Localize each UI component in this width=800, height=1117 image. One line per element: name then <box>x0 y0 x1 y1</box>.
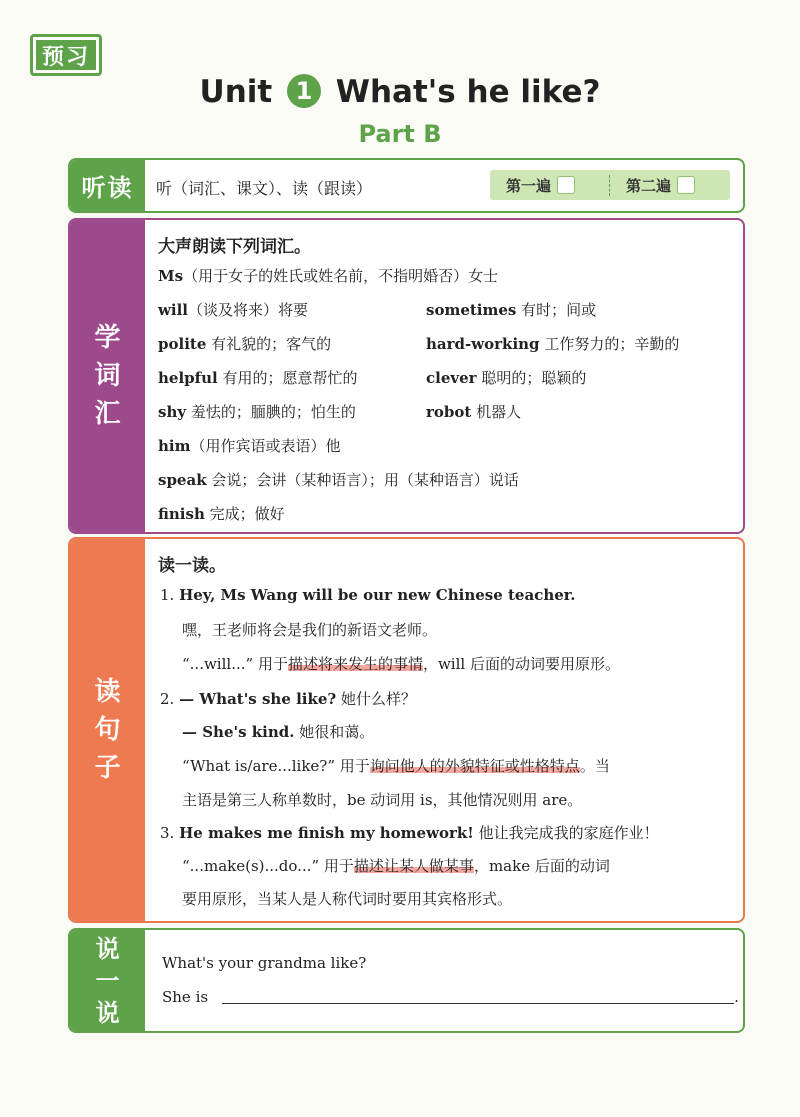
vocab-word: sometimes <box>426 301 517 319</box>
sentence-1 <box>160 586 576 604</box>
sentence-1-translation: 嘿，王老师将会是我们的新语文老师。 <box>182 621 438 639</box>
sentence-english: — She's kind. <box>182 723 295 741</box>
vocab-word: helpful <box>158 369 218 387</box>
page-title <box>0 74 800 110</box>
sentences-label <box>70 539 145 921</box>
vocab-entry <box>426 299 596 320</box>
vocab-word: polite <box>158 335 207 353</box>
vocab-label-char: 学 <box>94 323 121 353</box>
speak-label-char: 一 <box>95 966 120 995</box>
vocab-entry <box>158 265 498 286</box>
speak-label <box>70 930 145 1031</box>
sentence-3-note <box>182 855 610 876</box>
note-highlight: 询问他人的外貌特征或性格特点 <box>369 757 580 775</box>
vocab-entry <box>158 435 341 456</box>
vocab-meaning: 羞怯的；腼腆的；怕生的 <box>190 403 356 421</box>
second-pass[interactable] <box>610 175 730 196</box>
answer-period: . <box>734 988 739 1006</box>
listen-instruction: 听（词汇、课文）、读（跟读） <box>156 179 373 198</box>
note-text: ，will 后面的动词要用原形。 <box>422 655 620 673</box>
listen-section <box>68 158 745 213</box>
vocab-meaning: 聪明的；聪颖的 <box>481 369 587 387</box>
sentence-translation: 她很和蔼。 <box>299 723 375 741</box>
vocab-word: clever <box>426 369 477 387</box>
vocab-meaning: （用作宾语或表语）他 <box>190 437 341 455</box>
title-text: What's he like? <box>335 74 601 110</box>
second-pass-checkbox[interactable] <box>677 176 695 194</box>
vocab-label-char: 汇 <box>94 399 121 429</box>
note-text: ，make 后面的动词 <box>473 857 610 875</box>
note-text: “...make(s)...do...” 用于 <box>182 857 354 875</box>
vocab-word: speak <box>158 471 207 489</box>
sentence-english: Hey, Ms Wang will be our new Chinese teacher. <box>179 586 576 604</box>
listen-label: 听读 <box>70 160 145 211</box>
note-text: “What is/are...like?” 用于 <box>182 757 370 775</box>
vocab-label <box>70 220 145 532</box>
sentence-translation: 她什么样？ <box>341 690 417 708</box>
vocab-meaning: 机器人 <box>476 403 522 421</box>
sentence-number: 1. <box>160 586 175 604</box>
vocab-entry <box>426 333 679 354</box>
sentence-3 <box>160 822 659 843</box>
vocab-meaning: （谈及将来）将要 <box>188 301 309 319</box>
note-text: “...will...” 用于 <box>182 655 288 673</box>
answer-blank[interactable] <box>222 989 734 1004</box>
note-text: 。当 <box>579 757 610 775</box>
sentence-2-answer <box>182 721 374 742</box>
vocab-label-char: 词 <box>94 361 121 391</box>
vocab-entry <box>426 367 586 388</box>
second-pass-label: 第二遍 <box>626 176 672 195</box>
vocab-meaning: 会说；会讲（某种语言）；用（某种语言）说话 <box>211 471 519 489</box>
first-pass-checkbox[interactable] <box>557 176 575 194</box>
vocab-entry <box>158 333 331 354</box>
speak-label-char: 说 <box>95 934 120 963</box>
pass-tracker <box>490 170 730 200</box>
vocab-entry <box>426 401 521 422</box>
vocab-meaning: 工作努力的；辛勤的 <box>544 335 680 353</box>
sentences-heading: 读一读。 <box>158 556 226 576</box>
vocab-word: him <box>158 437 191 455</box>
sentence-2-note <box>182 755 610 776</box>
vocab-meaning: （用于女子的姓氏或姓名前，不指明婚否）女士 <box>183 267 499 285</box>
sentence-number: 3. <box>160 824 175 842</box>
sentences-label-char: 读 <box>94 677 121 707</box>
vocab-meaning: 有礼貌的；客气的 <box>211 335 332 353</box>
speak-section <box>68 928 745 1033</box>
speak-answer <box>162 988 739 1006</box>
vocab-word: finish <box>158 505 205 523</box>
sentences-label-char: 子 <box>94 753 121 783</box>
sentences-section <box>68 537 745 923</box>
note-highlight: 描述让某人做某事 <box>353 857 474 875</box>
vocab-word: hard-working <box>426 335 540 353</box>
vocab-entry <box>158 503 285 524</box>
vocab-word: Ms <box>158 267 184 285</box>
vocab-word: will <box>158 301 189 319</box>
sentence-english: — What's she like? <box>179 690 337 708</box>
note-highlight: 描述将来发生的事情 <box>287 655 423 673</box>
first-pass-label: 第一遍 <box>506 176 552 195</box>
vocab-entry <box>158 299 308 320</box>
answer-prefix: She is <box>162 988 209 1006</box>
sentence-english: He makes me finish my homework! <box>179 824 474 842</box>
sentence-3-note-line2: 要用原形，当某人是人称代词时要用其宾格形式。 <box>182 890 513 908</box>
vocab-entry <box>158 367 358 388</box>
speak-label-char: 说 <box>95 998 120 1027</box>
sentence-1-note <box>182 653 620 674</box>
vocab-entry <box>158 469 519 490</box>
vocab-word: shy <box>158 403 187 421</box>
sentence-translation: 他让我完成我的家庭作业！ <box>478 824 659 842</box>
sentence-2-question <box>160 688 416 709</box>
unit-number-badge: 1 <box>287 74 321 108</box>
vocab-meaning: 完成；做好 <box>209 505 285 523</box>
first-pass[interactable] <box>490 175 610 196</box>
preview-badge-label: 预习 <box>36 40 96 70</box>
vocab-meaning: 有时；间或 <box>521 301 597 319</box>
speak-question: What's your grandma like? <box>162 954 367 972</box>
sentence-number: 2. <box>160 690 175 708</box>
title-unit: Unit <box>199 74 273 110</box>
vocab-meaning: 有用的；愿意帮忙的 <box>222 369 358 387</box>
sentence-2-note-line2: 主语是第三人称单数时，be 动词用 is，其他情况则用 are。 <box>182 791 583 809</box>
vocab-word: robot <box>426 403 472 421</box>
vocab-heading: 大声朗读下列词汇。 <box>158 237 311 257</box>
vocab-section <box>68 218 745 534</box>
sentences-label-char: 句 <box>94 715 121 745</box>
part-subtitle: Part B <box>358 120 442 148</box>
preview-badge <box>30 34 102 76</box>
vocab-entry <box>158 401 356 422</box>
